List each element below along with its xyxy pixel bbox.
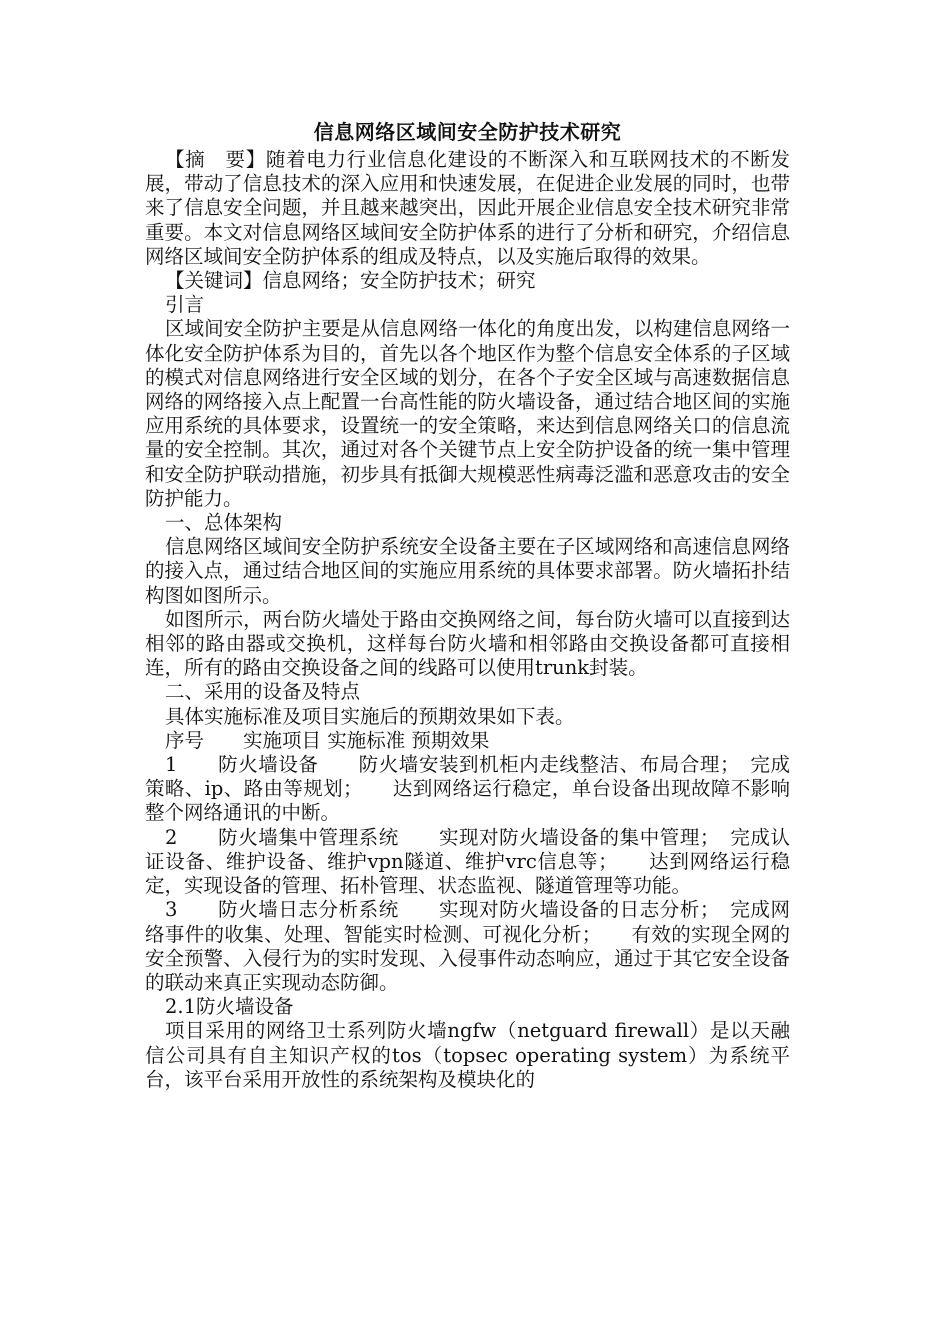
table-row-2: 2 防火墙集中管理系统 实现对防火墙设备的集中管理； 完成认证设备、维护设备、维护vpn隧道、维护vrc信息等； 达到网络运行稳定，实现设备的管理、拓朴管理、状态监视、隧道管理等功能。 <box>145 825 790 898</box>
table-row-3: 3 防火墙日志分析系统 实现对防火墙设备的日志分析； 完成网络事件的收集、处理、智能实时检测、可视化分析； 有效的实现全网的安全预警、入侵行为的实时发现、入侵事件动态响应，通过于其它安全设备的联动来真正实现动态防御。 <box>145 898 790 994</box>
intro-paragraph: 区域间安全防护主要是从信息网络一体化的角度出发，以构建信息网络一体化安全防护体系为目的，首先以各个地区作为整个信息安全体系的子区域的模式对信息网络进行安全区域的划分，在各个子安全区域与高速数据信息网络的网络接入点上配置一台高性能的防火墙设备，通过结合地区间的实施应用系统的具体要求，设置统一的安全策略，来达到信息网络关口的信息流量的安全控制。其次，通过对各个关键节点上安全防护设备的统一集中管理和安全防护联动措施，初步具有抵御大规模恶性病毒泛滥和恶意攻击的安全防护能力。 <box>145 317 790 510</box>
abstract-paragraph: 【摘 要】随着电力行业信息化建设的不断深入和互联网技术的不断发展，带动了信息技术的深入应用和快速发展，在促进企业发展的同时，也带来了信息安全问题，并且越来越突出，因此开展企业信息安全技术研究非常重要。本文对信息网络区域间安全防护体系的进行了分析和研究，介绍信息网络区域间安全防护体系的组成及特点，以及实施后取得的效果。 <box>145 148 790 268</box>
intro-heading: 引言 <box>165 293 205 317</box>
section2-heading: 二、采用的设备及特点 <box>165 680 361 704</box>
subsection-heading: 2.1防火墙设备 <box>165 995 294 1019</box>
section1-paragraph-1: 信息网络区域间安全防护系统安全设备主要在子区域网络和高速信息网络的接入点，通过结合地区间的实施应用系统的具体要求部署。防火墙拓扑结构图如图所示。 <box>145 535 790 607</box>
document-title: 信息网络区域间安全防护技术研究 <box>313 120 622 144</box>
section2-intro: 具体实施标准及项目实施后的预期效果如下表。 <box>165 704 575 728</box>
keywords-line: 【关键词】信息网络；安全防护技术；研究 <box>165 269 536 293</box>
document-page <box>145 118 790 1092</box>
table-header-line: 序号 实施项目 实施标准 预期效果 <box>165 728 490 752</box>
section1-paragraph-2: 如图所示，两台防火墙处于路由交换网络之间，每台防火墙可以直接到达相邻的路由器或交换机，这样每台防火墙和相邻路由交换设备都可直接相连，所有的路由交换设备之间的线路可以使用trunk封装。 <box>145 607 790 680</box>
table-row-1: 1 防火墙设备 防火墙安装到机柜内走线整洁、布局合理； 完成策略、ip、路由等规划； 达到网络运行稳定，单台设备出现故障不影响整个网络通讯的中断。 <box>145 753 790 825</box>
subsection-paragraph: 项目采用的网络卫士系列防火墙ngfw（netguard firewall）是以天融信公司具有自主知识产权的tos（topsec operating system）为系统平台，该平台采用开放性的系统架构及模块化的 <box>145 1019 790 1091</box>
section1-heading: 一、总体架构 <box>165 511 283 535</box>
